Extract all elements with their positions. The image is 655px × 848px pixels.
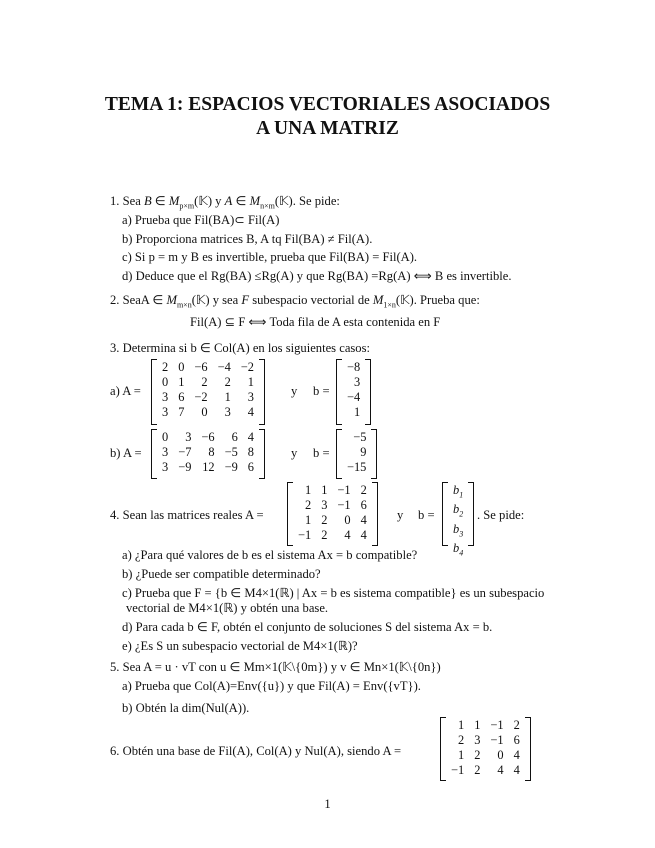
problem-3a-y: y xyxy=(291,384,298,398)
A3a-cell-3-0: 3 xyxy=(162,405,169,419)
A6-cell-1-2: −1 xyxy=(490,733,504,747)
A6-cell-2-0: 1 xyxy=(457,748,465,762)
A3b-cell-0-2: −6 xyxy=(201,430,215,444)
problem-1-c: c) Si p = m y B es invertible, prueba que Fil(BA) = Fil(A). xyxy=(122,250,418,264)
A3a-cell-0-4: −2 xyxy=(240,360,254,374)
A3b-cell-0-1: 3 xyxy=(185,430,192,444)
page-title xyxy=(60,93,595,141)
vector-b-4 xyxy=(442,482,474,558)
A3b-cell-2-3: −9 xyxy=(224,460,238,474)
A4-cell-0-2: −1 xyxy=(337,483,351,497)
problem-3b-label: b) A = xyxy=(110,446,142,460)
b3a-cell-0-0: −8 xyxy=(347,360,361,374)
b4-cell-0-0: $b_1$ xyxy=(453,483,464,500)
problem-4-d: d) Para cada b ∈ F, obtén el conjunto de soluciones S del sistema Ax = b. xyxy=(122,620,493,634)
A6-cell-1-3: 6 xyxy=(513,733,520,747)
problem-5-a: a) Prueba que Col(A)=Env({u}) y que Fil(A) = Env({vT}). xyxy=(122,679,421,693)
title-line-1: TEMA 1: ESPACIOS VECTORIALES ASOCIADOS xyxy=(104,94,551,115)
A4-cell-1-3: 6 xyxy=(360,498,367,512)
A3a-cell-2-1: 6 xyxy=(178,390,185,404)
problem-4-c-line2: vectorial de M4×1(ℝ) y obtén una base. xyxy=(126,601,329,615)
A3a-cell-1-1: 1 xyxy=(178,375,185,389)
A3a-cell-3-2: 0 xyxy=(201,405,208,419)
b3b-cell-1-0: 9 xyxy=(360,445,367,459)
problem-4-y: y xyxy=(397,508,404,522)
problem-1-d: d) Deduce que el Rg(BA) ≤Rg(A) y que Rg(BA) =Rg(A) ⟺ B es invertible. xyxy=(122,269,512,283)
problem-6-intro: 6. Obtén una base de Fil(A), Col(A) y Nul(A), siendo A = xyxy=(110,744,402,758)
b3a-cell-1-0: 3 xyxy=(353,375,361,389)
A3b-cell-0-3: 6 xyxy=(231,430,238,444)
A3a-cell-3-3: 3 xyxy=(224,405,231,419)
A6-cell-0-1: 1 xyxy=(474,718,481,732)
A3b-cell-2-2: 12 xyxy=(202,460,215,474)
vector-b-3b xyxy=(336,429,377,479)
A4-cell-2-1: 2 xyxy=(321,513,328,527)
problem-3a-label: a) A = xyxy=(110,384,141,398)
b3b-cell-2-0: −15 xyxy=(347,460,367,474)
problem-4-tail: . Se pide: xyxy=(477,508,525,522)
problem-2-intro: 2. SeaA ∈ $M_{m\times n}(𝕂)$ y sea F subespacio vectorial de $M_{1\times n}(𝕂)$. Prueba que: xyxy=(110,293,480,310)
matrix-A-3a xyxy=(151,359,265,425)
problem-4-intro: 4. Sean las matrices reales A = xyxy=(110,508,264,522)
A6-cell-3-0: −1 xyxy=(451,763,465,777)
problem-1-b: b) Proporciona matrices B, A tq Fil(BA) ≠ Fil(A). xyxy=(122,232,373,246)
A4-cell-3-3: 4 xyxy=(360,528,367,542)
b4-cell-2-0: $b_3$ xyxy=(453,521,464,539)
A3a-cell-0-3: −4 xyxy=(217,360,231,374)
A4-cell-2-2: 0 xyxy=(344,513,351,527)
A6-cell-0-2: −1 xyxy=(490,718,504,732)
A3b-cell-0-0: 0 xyxy=(162,430,169,444)
A4-cell-3-0: −1 xyxy=(298,528,312,542)
A6-cell-1-0: 2 xyxy=(457,733,465,747)
A3a-cell-0-0: 2 xyxy=(162,360,169,374)
problem-3b-y: y xyxy=(291,446,298,460)
vector-b-3a xyxy=(336,359,371,425)
A3a-cell-2-0: 3 xyxy=(162,390,169,404)
problem-5-intro: 5. Sea A = u · vT con u ∈ Mm×1(𝕂\{0m}) y v ∈ Mn×1(𝕂\{0n}) xyxy=(110,660,441,674)
problem-4-c-line1: c) Prueba que F = {b ∈ M4×1(ℝ) | Ax = b es sistema compatible} es un subespacio xyxy=(122,586,545,600)
A6-cell-2-2: 0 xyxy=(497,748,504,762)
matrix-A-6 xyxy=(440,717,531,781)
A3a-cell-1-3: 2 xyxy=(224,375,231,389)
A6-cell-3-1: 2 xyxy=(474,763,481,777)
A3a-cell-0-2: −6 xyxy=(194,360,208,374)
problem-1-intro: 1. Sea B ∈ $M_{p\times m}(𝕂)$ y A ∈ $M_{n\times m}(𝕂)$. Se pide: xyxy=(110,194,340,211)
A3a-cell-2-3: 1 xyxy=(224,390,231,404)
A3b-cell-1-1: −7 xyxy=(178,445,192,459)
A3a-cell-0-1: 0 xyxy=(178,360,185,374)
problem-3-intro: 3. Determina si b ∈ Col(A) en los siguientes casos: xyxy=(110,341,371,355)
matrix-A-4 xyxy=(287,482,378,546)
A3a-cell-1-2: 2 xyxy=(201,375,208,389)
A3b-cell-1-4: 8 xyxy=(247,445,254,459)
b4-cell-3-0: $b_4$ xyxy=(453,541,464,558)
A3a-cell-2-2: −2 xyxy=(194,390,208,404)
problem-1-a: a) Prueba que Fil(BA)⊂ Fil(A) xyxy=(122,213,280,227)
problem-3b-beq: b = xyxy=(313,446,330,460)
A3b-cell-2-0: 3 xyxy=(162,460,169,474)
A3b-cell-0-4: 4 xyxy=(247,430,254,444)
A4-cell-0-3: 2 xyxy=(360,483,367,497)
A4-cell-0-1: 1 xyxy=(321,483,328,497)
A3b-cell-1-3: −5 xyxy=(224,445,238,459)
A3a-cell-3-1: 7 xyxy=(178,405,185,419)
A3a-cell-2-4: 3 xyxy=(247,390,254,404)
matrix-A-3b xyxy=(151,429,265,479)
A4-cell-2-3: 4 xyxy=(360,513,367,527)
A6-cell-2-1: 2 xyxy=(474,748,481,762)
A6-cell-1-1: 3 xyxy=(474,733,481,747)
A6-cell-3-2: 4 xyxy=(497,763,504,777)
problem-5-b: b) Obtén la dim(Nul(A)). xyxy=(122,701,250,715)
A4-cell-2-0: 1 xyxy=(304,513,312,527)
A6-cell-0-0: 1 xyxy=(457,718,465,732)
A3b-cell-2-1: −9 xyxy=(178,460,192,474)
A3a-cell-1-0: 0 xyxy=(162,375,169,389)
A6-cell-2-3: 4 xyxy=(513,748,520,762)
A4-cell-1-2: −1 xyxy=(337,498,351,512)
problem-4-e: e) ¿Es S un subespacio vectorial de M4×1(ℝ)? xyxy=(122,639,358,653)
b4-cell-1-0: $b_2$ xyxy=(453,502,464,519)
A4-cell-1-0: 2 xyxy=(304,498,312,512)
A6-cell-3-3: 4 xyxy=(513,763,520,777)
title-line-2: A UNA MATRIZ xyxy=(256,118,399,139)
problem-4-beq: b = xyxy=(418,508,435,522)
A4-cell-1-1: 3 xyxy=(321,498,328,512)
A6-cell-0-3: 2 xyxy=(513,718,520,732)
A3b-cell-2-4: 6 xyxy=(247,460,254,474)
problem-4-b: b) ¿Puede ser compatible determinado? xyxy=(122,567,321,581)
A3b-cell-1-2: 8 xyxy=(208,445,215,459)
A3b-cell-1-0: 3 xyxy=(162,445,169,459)
b3b-cell-0-0: −5 xyxy=(353,430,367,444)
A4-cell-3-1: 2 xyxy=(321,528,328,542)
problem-3a-beq: b = xyxy=(313,384,330,398)
page-number: 1 xyxy=(324,797,331,811)
problem-4-a: a) ¿Para qué valores de b es el sistema Ax = b compatible? xyxy=(122,548,418,562)
A3a-cell-1-4: 1 xyxy=(247,375,254,389)
A4-cell-0-0: 1 xyxy=(304,483,312,497)
b3a-cell-3-0: 1 xyxy=(353,405,361,419)
A3a-cell-3-4: 4 xyxy=(247,405,254,419)
b3a-cell-2-0: −4 xyxy=(347,390,361,404)
A4-cell-3-2: 4 xyxy=(344,528,351,542)
problem-2-statement: Fil(A) ⊆ F ⟺ Toda fila de A esta contenida en F xyxy=(190,315,441,329)
